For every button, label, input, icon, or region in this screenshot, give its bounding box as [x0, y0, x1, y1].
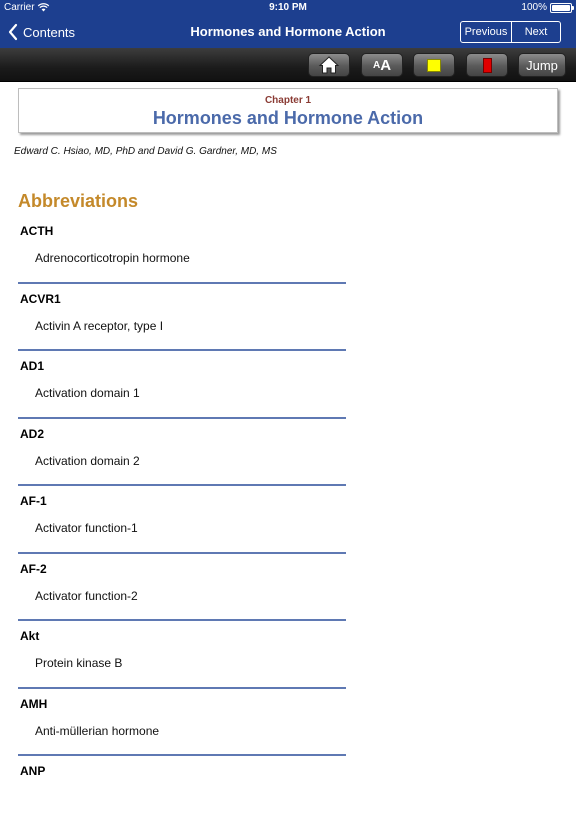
abbreviation-term: AF-1: [20, 494, 47, 508]
abbreviation-definition: Adrenocorticotropin hormone: [35, 251, 190, 265]
home-icon: [319, 56, 339, 74]
abbreviation-term: AD2: [20, 426, 45, 441]
chapter-title: Hormones and Hormone Action: [152, 108, 424, 128]
abbreviation-list: [18, 216, 346, 824]
abbreviation-term: ACTH: [20, 224, 54, 238]
abbreviation-definition: Activator function-1: [35, 521, 138, 535]
chapter-authors: Edward C. Hsiao, MD, PhD and David G. Gardner, MD, MS: [14, 146, 277, 157]
list-item: [18, 351, 346, 419]
list-item: [18, 689, 346, 757]
list-item: [18, 419, 346, 487]
back-button-label: Contents: [23, 24, 76, 40]
abbreviation-definition: Anti-müllerian hormone: [35, 723, 160, 738]
home-button[interactable]: [308, 53, 350, 77]
bookmark-button[interactable]: [466, 53, 508, 77]
bookmark-red-icon: [483, 58, 492, 73]
abbreviation-term: AF-2: [20, 561, 47, 576]
list-item: [18, 486, 346, 554]
font-size-big-label: A: [380, 56, 392, 74]
status-bar: [0, 0, 576, 16]
navigation-bar: [0, 16, 576, 48]
abbreviation-definition: Activin A receptor, type I: [35, 318, 164, 333]
highlight-button[interactable]: [413, 53, 455, 77]
list-item: [18, 756, 346, 824]
nav-title: Hormones and Hormone Action: [190, 24, 386, 39]
jump-button[interactable]: Jump: [518, 53, 566, 77]
status-time: 9:10 PM: [269, 2, 307, 13]
battery-icon: [550, 3, 572, 13]
abbreviation-term: ANP: [20, 764, 46, 778]
chapter-label: Chapter 1: [264, 95, 312, 106]
contents-back-button[interactable]: [8, 21, 75, 43]
carrier-label: Carrier: [4, 2, 35, 13]
abbreviation-definition: Activation domain 2: [35, 453, 140, 468]
battery-percent: 100%: [521, 2, 547, 13]
section-heading: Abbreviations: [18, 191, 139, 211]
next-button[interactable]: Next: [524, 26, 548, 38]
list-item: [18, 554, 346, 622]
battery-indicator: [521, 2, 572, 13]
list-item: [18, 284, 346, 352]
chevron-left-icon: [8, 24, 18, 40]
abbreviation-definition: Activator function-2: [35, 588, 138, 603]
abbreviation-term: AMH: [20, 696, 48, 711]
list-item: [18, 216, 346, 284]
chapter-header: [18, 88, 558, 133]
abbreviation-term: Akt: [20, 629, 40, 643]
font-size-small-label: A: [372, 59, 381, 71]
wifi-icon: [38, 4, 49, 12]
chapter-content[interactable]: [0, 82, 576, 778]
previous-next-control: [460, 21, 561, 43]
previous-button[interactable]: Previous: [461, 22, 512, 42]
abbreviation-definition: Protein kinase B: [35, 656, 123, 670]
font-size-button[interactable]: [361, 53, 403, 77]
reader-toolbar: [0, 48, 576, 82]
highlighter-yellow-icon: [427, 59, 441, 72]
carrier-indicator: [4, 2, 49, 13]
abbreviation-term: ACVR1: [20, 291, 61, 306]
abbreviation-definition: Activation domain 1: [35, 386, 140, 400]
abbreviation-term: AD1: [20, 359, 45, 373]
list-item: [18, 621, 346, 689]
